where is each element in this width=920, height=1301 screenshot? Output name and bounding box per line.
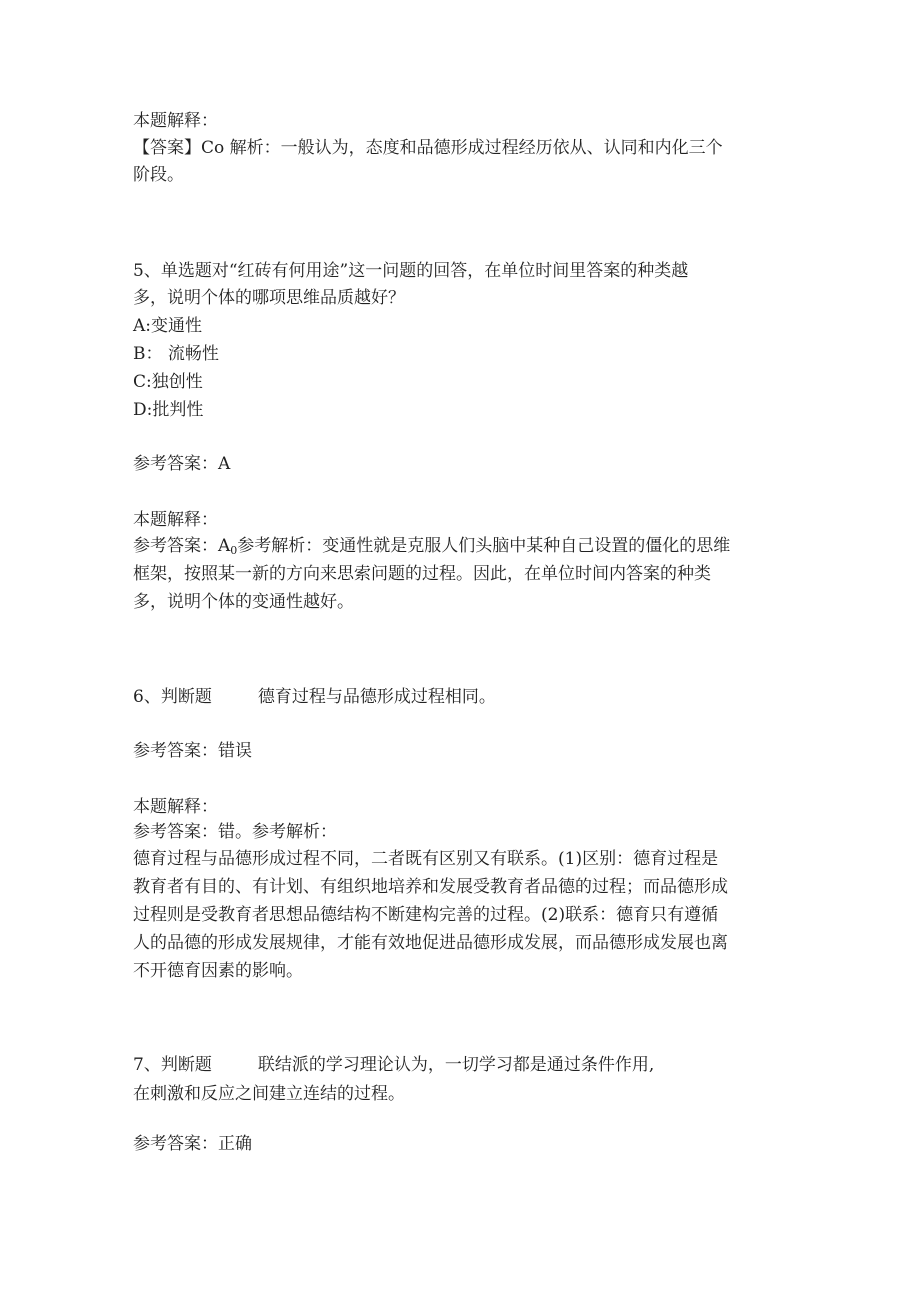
q5-option-a: A:变通性 bbox=[133, 316, 203, 336]
q6-question bbox=[133, 684, 496, 710]
q4-explanation-line-1: 【答案】Co 解析：一般认为，态度和品德形成过程经历依从、认同和内化三个 bbox=[133, 138, 723, 158]
q7-question bbox=[133, 1052, 654, 1078]
q7-statement-line-2: 在刺激和反应之间建立连结的过程。 bbox=[133, 1084, 405, 1104]
q5-explanation-subscript: 0 bbox=[230, 544, 238, 557]
q5-explanation-text: 参考解析：变通性就是克服人们头脑中某种自己设置的僵化的思维 bbox=[237, 536, 731, 556]
q5-explanation-line-1 bbox=[133, 533, 730, 564]
q6-explanation-label: 本题解释： bbox=[133, 797, 218, 817]
q5-explanation-answer: 参考答案：A bbox=[133, 536, 231, 556]
q4-explanation-label: 本题解释： bbox=[133, 111, 218, 131]
q7-number-type: 7、判断题 bbox=[133, 1055, 212, 1075]
q6-statement: 德育过程与品德形成过程相同。 bbox=[257, 687, 496, 707]
q5-answer: 参考答案：A bbox=[133, 454, 231, 474]
q4-explanation-line-2: 阶段。 bbox=[133, 165, 184, 185]
q5-question-line-2: 多，说明个体的哪项思维品质越好？ bbox=[133, 288, 405, 308]
q6-explanation-line-1: 参考答案：错。参考解析： bbox=[133, 822, 337, 842]
q6-explanation-line-2: 德育过程与品德形成过程不同，二者既有区别又有联系。(1)区别：德育过程是 bbox=[133, 849, 719, 869]
q6-explanation-line-3: 教育者有目的、有计划、有组织地培养和发展受教育者品德的过程；而品德形成 bbox=[133, 877, 728, 897]
q5-explanation-line-3: 多，说明个体的变通性越好。 bbox=[133, 592, 354, 612]
q7-answer: 参考答案：正确 bbox=[133, 1134, 252, 1154]
q6-answer: 参考答案：错误 bbox=[133, 741, 252, 761]
q7-statement: 联结派的学习理论认为，一切学习都是通过条件作用, bbox=[257, 1055, 655, 1075]
q5-option-d: D:批判性 bbox=[133, 400, 204, 420]
q5-question-line-1: 5、单选题对“红砖有何用途”这一问题的回答，在单位时间里答案的种类越 bbox=[133, 261, 689, 281]
q5-option-c: C:独创性 bbox=[133, 372, 203, 392]
q6-explanation-line-6: 不开德育因素的影响。 bbox=[133, 961, 303, 981]
q6-explanation-line-4: 过程则是受教育者思想品德结构不断建构完善的过程。(2)联系：德育只有遵循 bbox=[133, 905, 719, 925]
q6-explanation-line-5: 人的品德的形成发展规律，才能有效地促进品德形成发展，而品德形成发展也离 bbox=[133, 933, 728, 953]
q5-explanation-line-2: 框架，按照某一新的方向来思索问题的过程。因此，在单位时间内答案的种类 bbox=[133, 564, 711, 584]
q6-number-type: 6、判断题 bbox=[133, 687, 212, 707]
q5-option-b: B： 流畅性 bbox=[133, 344, 219, 364]
q5-explanation-label: 本题解释： bbox=[133, 510, 218, 530]
